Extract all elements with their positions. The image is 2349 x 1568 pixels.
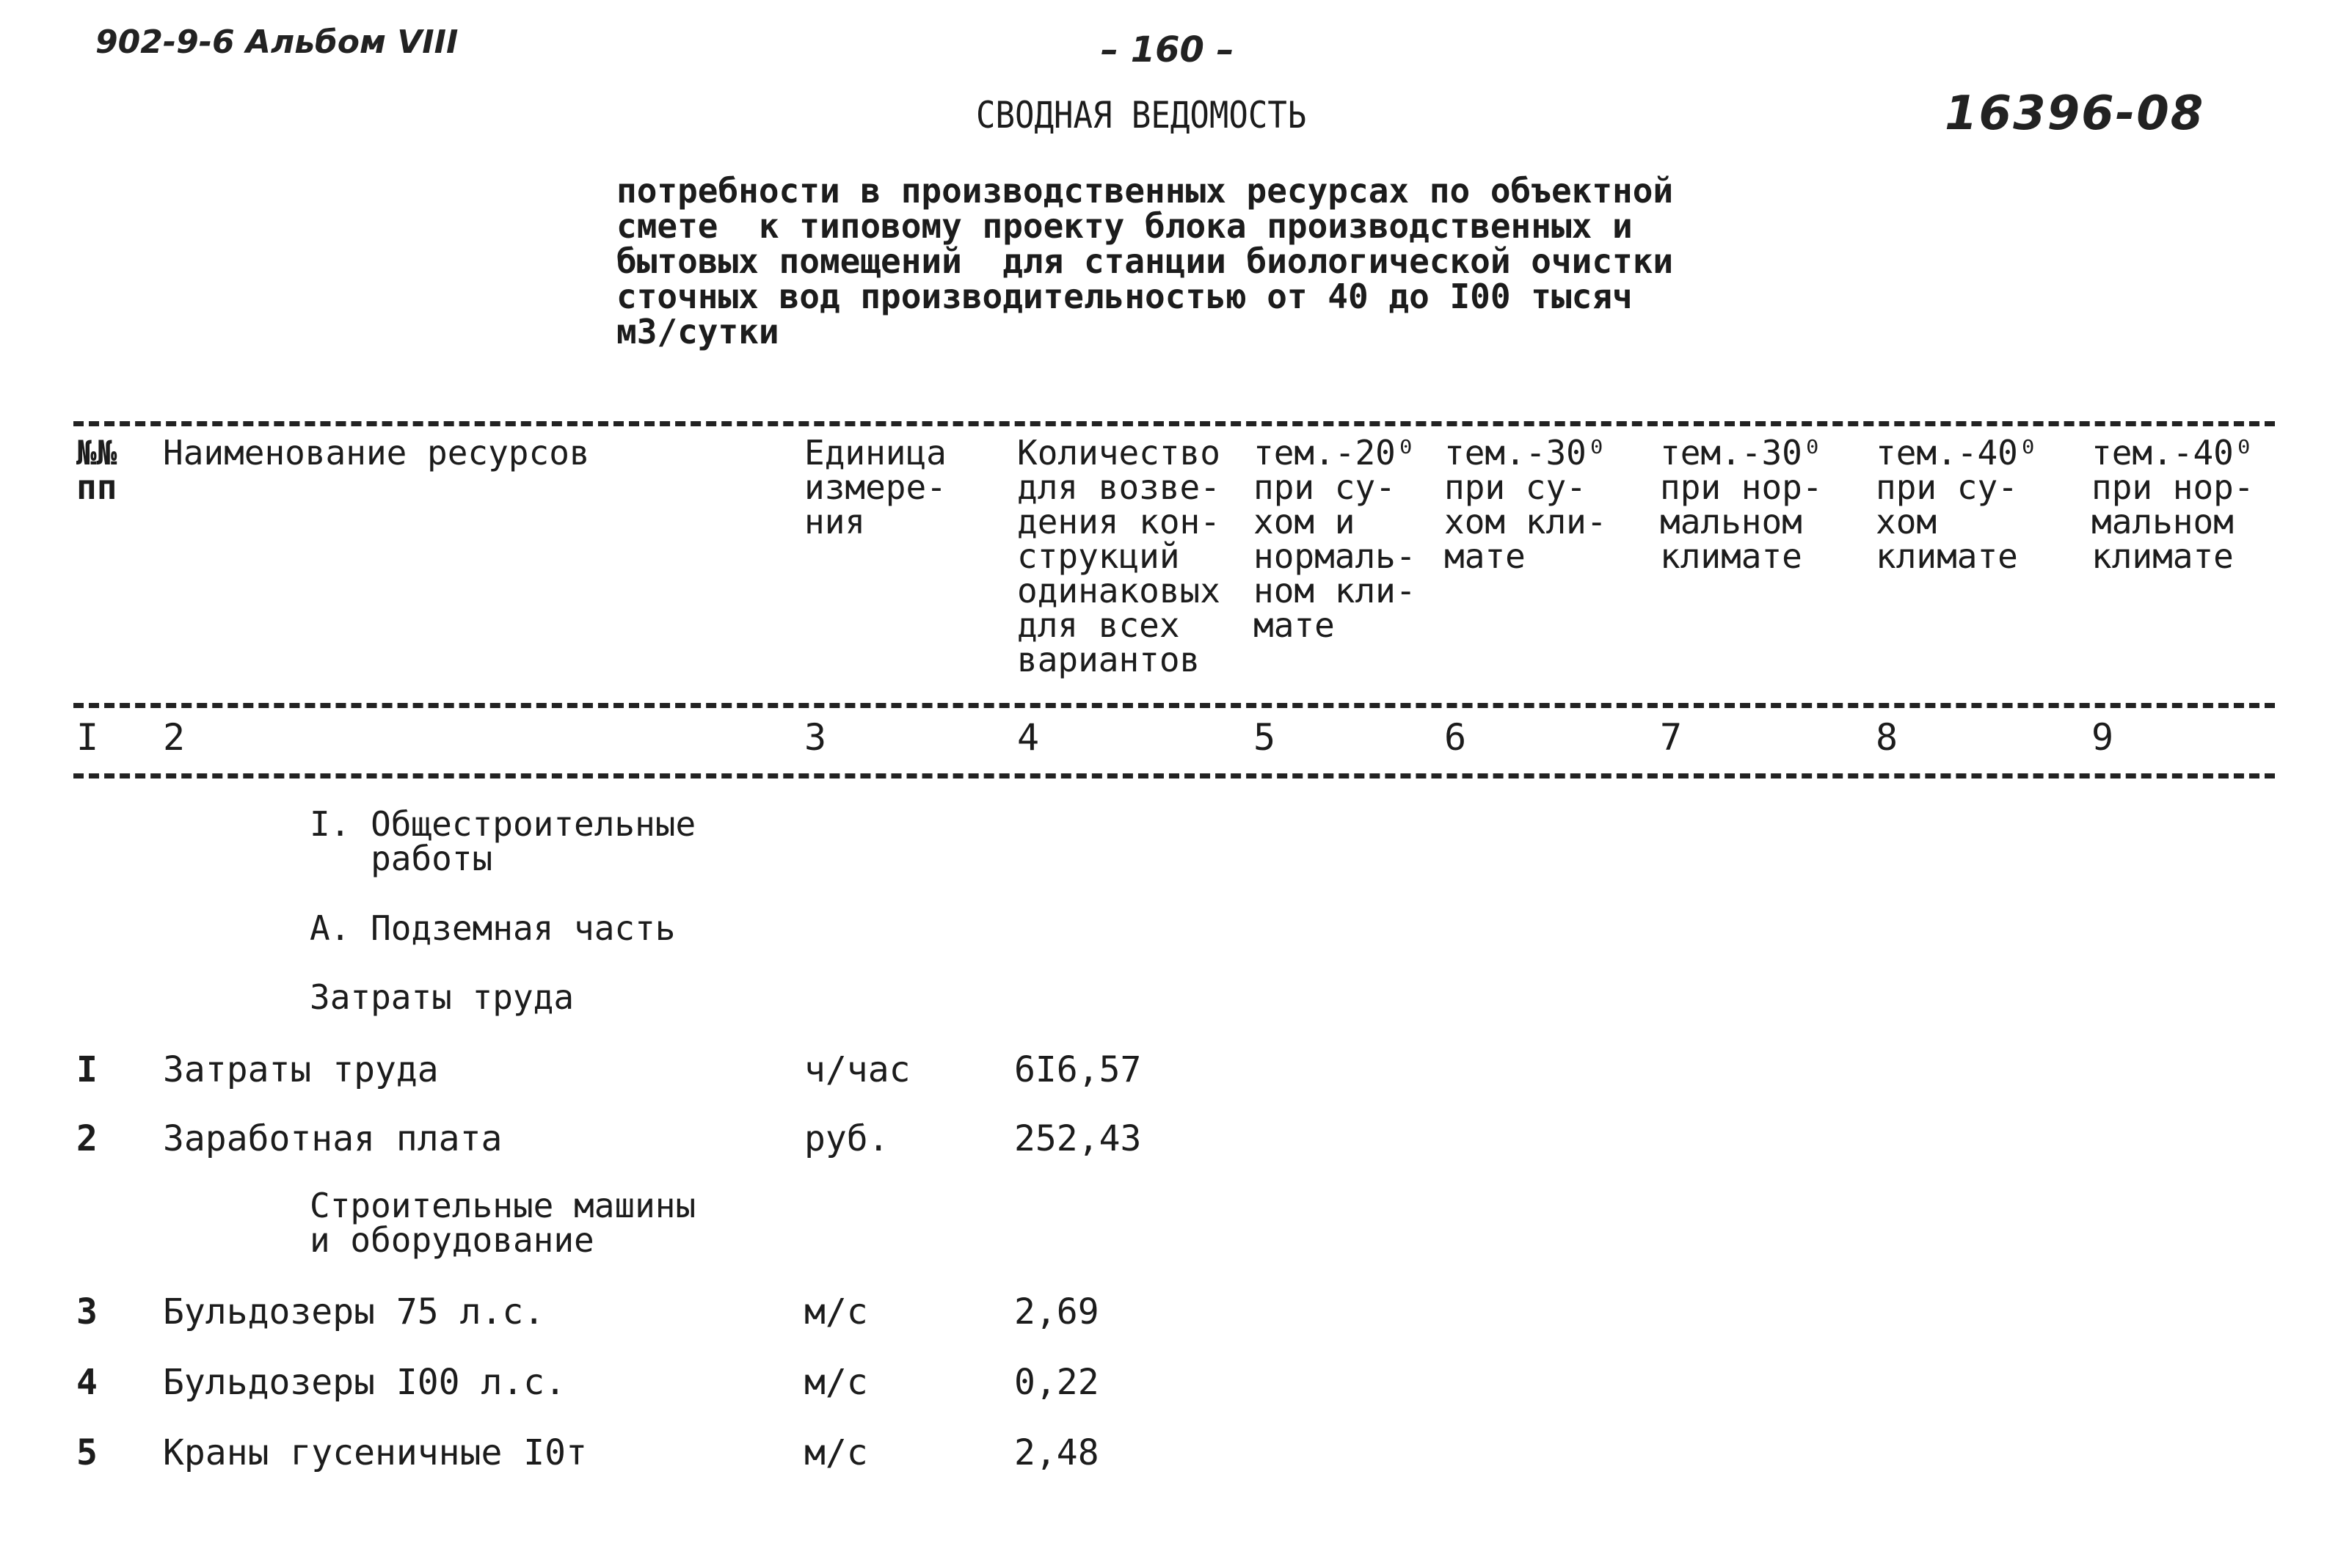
column-number-2: 2 — [163, 716, 186, 759]
header-col-6: тем.-30⁰ при су- хом кли- мате — [1444, 433, 1607, 576]
row-name: Бульдозеры 75 л.с. — [163, 1291, 545, 1332]
column-number-1: I — [76, 716, 99, 759]
table-row — [0, 1118, 2201, 1162]
column-number-8: 8 — [1876, 716, 1898, 759]
row-quantity: 0,22 — [1014, 1362, 1099, 1403]
section-heading-labor: Затраты труда — [310, 977, 575, 1017]
column-number-7: 7 — [1660, 716, 1683, 759]
row-unit: ч/час — [804, 1049, 911, 1090]
row-unit: м/с — [804, 1432, 868, 1473]
row-number: 3 — [76, 1291, 98, 1332]
header-col-unit: Единица измере- ния — [804, 433, 947, 541]
column-number-9: 9 — [2091, 716, 2114, 759]
column-number-5: 5 — [1253, 716, 1276, 759]
table-row — [0, 1432, 2201, 1476]
row-quantity: 2,69 — [1014, 1291, 1099, 1332]
header-col-8: тем.-40⁰ при су- хом климате — [1876, 433, 2039, 576]
header-col-7: тем.-30⁰ при нор- мальном климате — [1660, 433, 1823, 576]
row-quantity: 6I6,57 — [1014, 1049, 1142, 1090]
row-name: Затраты труда — [163, 1049, 439, 1090]
table-row — [0, 1049, 2201, 1093]
table-row — [0, 1362, 2201, 1406]
column-number-6: 6 — [1444, 716, 1467, 759]
page-number: – 160 – — [1101, 29, 1234, 70]
row-unit: м/с — [804, 1291, 868, 1332]
row-quantity: 2,48 — [1014, 1432, 1099, 1473]
document-title: СВОДНАЯ ВЕДОМОСТЬ — [976, 94, 1307, 136]
header-col-9: тем.-40⁰ при нор- мальном климате — [2091, 433, 2254, 576]
album-reference: 902-9-6 Альбом VIII — [95, 23, 459, 61]
header-col-number: №№ пп — [76, 433, 117, 507]
row-quantity: 252,43 — [1014, 1118, 1142, 1159]
table-top-divider — [73, 421, 2275, 426]
document-number: 16396-08 — [1945, 87, 2205, 141]
column-number-3: 3 — [804, 716, 827, 759]
header-col-5: тем.-20⁰ при су- хом и нормаль- ном кли- мате — [1253, 433, 1416, 645]
section-heading-general-construction: I. Общестроительные работы — [310, 804, 696, 878]
row-unit: м/с — [804, 1362, 868, 1403]
row-name: Заработная плата — [163, 1118, 503, 1159]
row-number: I — [76, 1049, 98, 1090]
document-subtitle: потребности в производственных ресурсах по объектной смете к типовому проекту блока производственных и бытовых помещений для станции биологической очистки сточных вод производительностью от 40 до I00 тысяч м3/сутки — [616, 171, 1674, 351]
table-row — [0, 1291, 2201, 1335]
row-number: 4 — [76, 1362, 98, 1403]
row-name: Краны гусеничные I0т — [163, 1432, 587, 1473]
header-col-quantity: Количество для возве- дения кон- струкций одинаковых для всех вариантов — [1017, 433, 1220, 679]
column-number-4: 4 — [1017, 716, 1040, 759]
section-heading-underground: А. Подземная часть — [310, 908, 676, 948]
row-number: 2 — [76, 1118, 98, 1159]
section-heading-machinery: Строительные машины и оборудование — [310, 1186, 696, 1260]
header-bottom-divider — [73, 703, 2275, 708]
header-col-name: Наименование ресурсов — [163, 433, 590, 473]
row-unit: руб. — [804, 1118, 889, 1159]
row-name: Бульдозеры I00 л.с. — [163, 1362, 567, 1403]
numbers-bottom-divider — [73, 773, 2275, 778]
row-number: 5 — [76, 1432, 98, 1473]
